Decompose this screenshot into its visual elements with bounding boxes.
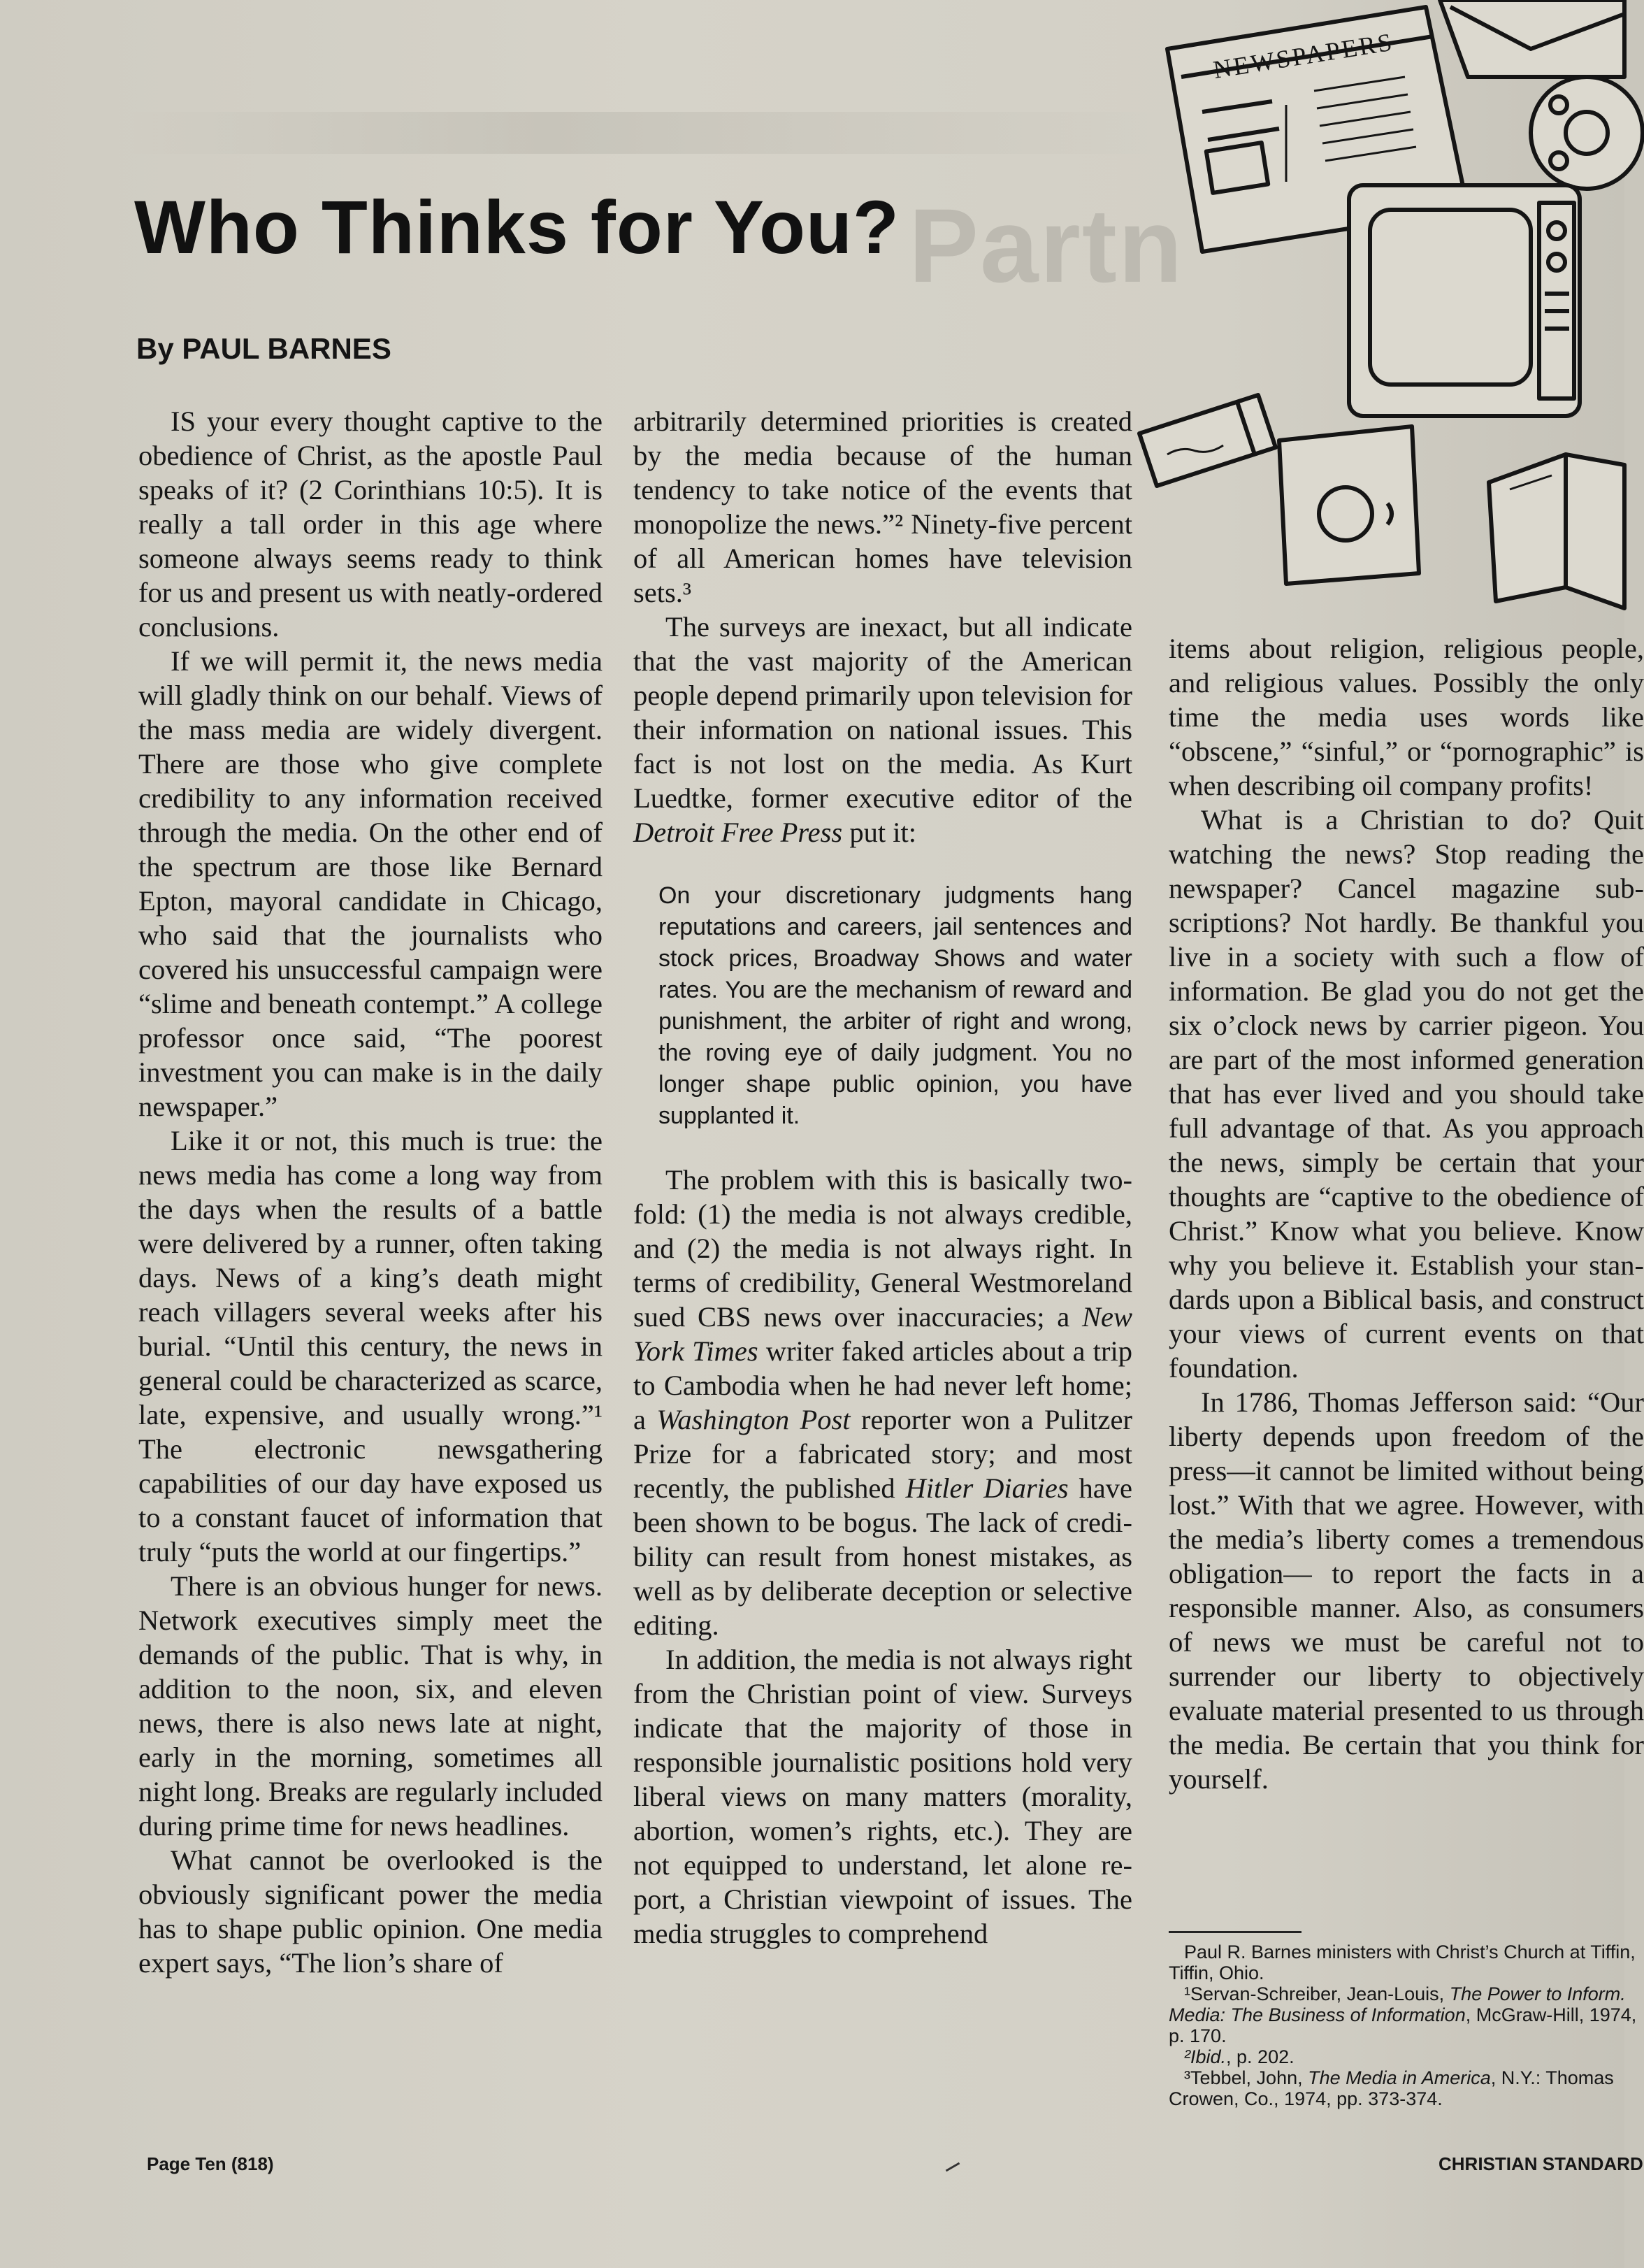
paragraph: items about religion, religious people, and religious values. Possibly the only time the media uses words like “obscene,” “sinful,” or “pornographic” is when describing oil company profits! bbox=[1169, 633, 1644, 801]
paragraph: If we will permit it, the news media will gladly think on our behalf. Views of the mass media are widely divergent. There are those who give complete credibility to any information received through the media. On the other end of the spectrum are those like Bernard Epton, mayoral candidate in Chicago, who said that the journalists who covered his unsuccessful campaign were “slime and beneath contempt.” A college professor once said, “The poorest investment you can make is in the daily newspaper.” bbox=[138, 645, 603, 1122]
bleed-through-stripe bbox=[126, 112, 1174, 154]
text-column-2 bbox=[633, 404, 1132, 1951]
open-book-icon bbox=[1489, 454, 1624, 608]
publication-title: Detroit Free Press bbox=[633, 817, 843, 848]
text-column-1 bbox=[138, 404, 603, 1980]
footnote-2 bbox=[1169, 2046, 1644, 2067]
block-quote: On your discretionary judgments hang reputations and careers, jail sentences and stock prices, Broadway Shows and water rates. You are the mechanism of reward and punishment, the arbiter of right and wrong, the roving eye of daily judgment. You no longer shape public opinion, you have supplanted it. bbox=[658, 882, 1132, 1129]
envelope-icon bbox=[1440, 0, 1624, 77]
footnote-text: ¹Servan-Schreiber, Jean-Louis, bbox=[1184, 1983, 1450, 2004]
footnote-text: , McGraw-Hill, 1974, p. 170. bbox=[1169, 2004, 1637, 2046]
television-icon bbox=[1349, 185, 1580, 416]
paragraph: arbitrarily determined priorities is created by the media because of the human tendency to take notice of the events that monopolize the news.”² Ninety-five percent of all American homes have television sets.³ bbox=[633, 405, 1132, 608]
footnote-text: , N.Y.: Thomas Crowen, Co., 1974, pp. 373-374. bbox=[1169, 2067, 1614, 2109]
page-number: Page Ten (818) bbox=[147, 2153, 274, 2174]
footnote-3 bbox=[1169, 2067, 1644, 2109]
footnote-title: ²Ibid. bbox=[1184, 2046, 1227, 2067]
paragraph: IS your every thought captive to the obedience of Christ, as the apostle Paul speaks of it? (2 Corinthians 10:5). It is really a tall order in this age where someone always seems ready to think for us and present us with neatly-ordered conclusions. bbox=[138, 405, 603, 643]
paragraph-text: writer faked articles about a trip to Cambodia when he had never left home; a bbox=[633, 1335, 1132, 1435]
paragraph bbox=[633, 1163, 1132, 1642]
footnote-rule bbox=[1169, 1931, 1302, 1933]
paragraph-text: have been shown to be bogus. The lack of credibility can result from honest mistakes, as well as by deliberate deception or selective editing. bbox=[633, 1472, 1132, 1641]
author-bio: Paul R. Barnes ministers with Christ’s Church at Tiffin, Tiffin, Ohio. bbox=[1169, 1942, 1636, 1983]
footnote-1 bbox=[1169, 1983, 1644, 2046]
paragraph-text: The surveys are inexact, but all indicate that the vast majority of the American people depend primarily upon television for their information on national issues. This fact is not lost on the media. As Kurt Luedtke, former executive editor of the bbox=[633, 611, 1132, 814]
publication-name: CHRISTIAN STANDARD bbox=[1438, 2153, 1643, 2174]
paragraph: What cannot be overlooked is the obviously significant power the media has to shape public opinion. One media expert says, “The lion’s share of bbox=[138, 1844, 603, 1979]
footnote-title: The Media in America bbox=[1308, 2067, 1491, 2088]
text-column-3 bbox=[1169, 631, 1644, 1796]
paragraph: In 1786, Thomas Jefferson said: “Our liberty depends upon freedom of the press—it cannot be limited without being lost.” With that we agree. However, with the media’s liberty comes a tremendous obligation— to report the facts in a responsible manner. Also, as consumers of news we must be careful not to surrender our liberty to objectively evaluate material presented to us through the media. Be certain that you think for yourself. bbox=[1169, 1386, 1644, 1795]
paragraph: In addition, the media is not always right from the Christian point of view. Surveys indicate that the majority of those in responsible journalistic positions hold very liberal views on many matters (morality, abortion, women’s rights, etc.). They are not equipped to understand, let alone report, a Christian viewpoint of issues. The media struggles to comprehend bbox=[633, 1644, 1132, 1949]
paragraph: What is a Christian to do? Quit watching the news? Stop reading the newspaper? Cancel magazine subscriptions? Not hardly. Be thankful you live in a society with such a flow of information. Be glad you do not get the six o’clock news by carrier pigeon. You are part of the most informed generation that has ever lived and you should take full advantage of that. As you approach the news, simply be certain that your thoughts are “captive to the obedience of Christ.” Know what you believe. Know why you believe it. Establish your standards upon a Biblical basis, and construct your views of current events on that foundation. bbox=[1169, 804, 1644, 1384]
paragraph bbox=[633, 610, 1132, 849]
newspaper-label: NEWSPAPERS bbox=[1211, 27, 1396, 84]
stray-mark bbox=[946, 2162, 960, 2172]
paragraph-text: put it: bbox=[842, 817, 916, 848]
footnote-title: The Power to Inform. Media: The Business of Information bbox=[1169, 1983, 1626, 2025]
footnote-text: , p. 202. bbox=[1226, 2046, 1295, 2067]
publication-title: New York Times bbox=[633, 1301, 1132, 1367]
record-sleeve-icon bbox=[1279, 426, 1419, 584]
paragraph-text: reporter won a Pulitzer Prize for a fabricated story; and most recently, the published bbox=[633, 1404, 1132, 1504]
film-reel-icon bbox=[1531, 77, 1643, 189]
byline: By PAUL BARNES bbox=[136, 332, 391, 365]
article-title: Who Thinks for You? bbox=[134, 185, 900, 269]
media-illustration bbox=[1139, 0, 1624, 629]
footnotes bbox=[1169, 1931, 1644, 2109]
publication-title: Hitler Diaries bbox=[905, 1472, 1069, 1504]
publication-title: Washington Post bbox=[656, 1404, 851, 1435]
paragraph-text: The problem with this is basically two-fold: (1) the media is not always credible, and (2) the media is not always right. In terms of credibility, General Westmoreland sued CBS news over inaccuracies; a bbox=[633, 1164, 1132, 1333]
paragraph: There is an obvious hunger for news. Network executives simply meet the demands of the public. That is why, in addition to the noon, six, and eleven news, there is also news late at night, early in the morning, sometimes all night long. Breaks are regularly included during prime time for news headlines. bbox=[138, 1570, 603, 1842]
footnote-text: ³Tebbel, John, bbox=[1184, 2067, 1308, 2088]
ticket-icon bbox=[1139, 395, 1276, 486]
bleed-through-text: Partn bbox=[909, 187, 1184, 304]
paragraph: Like it or not, this much is true: the news media has come a long way from the days when the results of a battle were delivered by a runner, often taking days. News of a king’s death might reach villagers several weeks after his burial. “Until this century, the news in general could be characterized as scarce, late, expensive, and usually wrong.”¹ The electronic newsgathering capabilities of our day have exposed us to a constant faucet of information that truly “puts the world at our fingertips.” bbox=[138, 1125, 603, 1567]
